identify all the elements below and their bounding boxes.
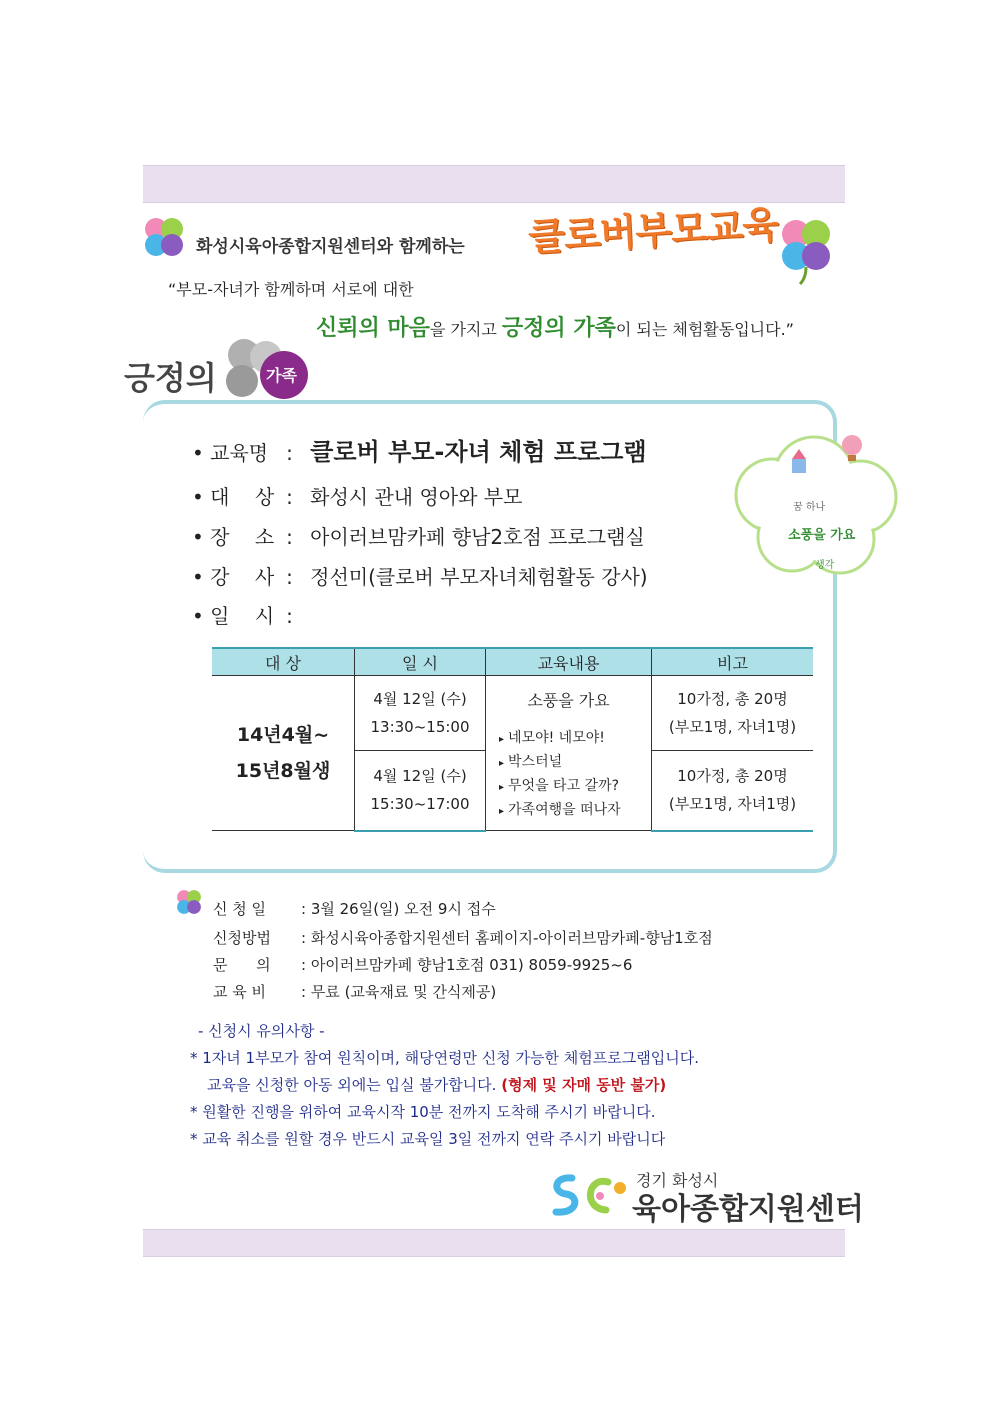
content-cell: 소풍을 가요 ▸ 네모야! 네모야! ▸ 박스터널 ▸ 무엇을 타고 갈까? ▸ 가족여행을 떠나자	[486, 676, 652, 831]
list-item: ▸ 박스터널	[499, 751, 650, 775]
target-cell: 14년4월~ 15년8월생	[212, 676, 355, 831]
table-row	[212, 676, 813, 751]
quote-end: 이 되는 체험활동입니다.”	[615, 320, 794, 339]
notes-warning: (형제 및 자매 동반 불가)	[501, 1076, 667, 1094]
session-2-cell: 4월 12일 (수) 15:30~17:00	[355, 751, 486, 831]
bullet-icon: •	[192, 604, 211, 628]
list-item: ▸ 네모야! 네모야!	[499, 727, 650, 751]
section-badge: 가족	[266, 366, 297, 385]
cloud-line-2: 소풍을 가요	[788, 528, 856, 543]
content-list	[487, 727, 650, 823]
section-title: 긍정의	[124, 359, 217, 397]
apply-date-row: 신 청 일 : 3월 26일(일) 오전 9시 접수	[213, 900, 496, 918]
cloud-line-1: 꿈 하나	[793, 502, 826, 513]
logo-small-text: 경기 화성시	[636, 1171, 719, 1190]
apply-contact-row: 문 의 : 아이러브맘카페 향남1호점 031) 8059-9925~6	[213, 956, 633, 974]
center-logo-icon	[548, 1168, 630, 1220]
notes-line-2: 교육을 신청한 아동 외에는 입실 불가합니다. (형제 및 자매 동반 불가)	[207, 1076, 667, 1094]
info-row-target: • 대 상 : 화성시 관내 영아와 부모	[192, 485, 523, 509]
quote-green-1: 신뢰의 마음	[316, 316, 430, 341]
list-item: ▸ 무엇을 타고 갈까?	[499, 775, 650, 799]
note-1-cell: 10가정, 총 20명 (부모1명, 자녀1명)	[652, 676, 814, 751]
header-date: 일 시	[355, 648, 486, 676]
table-header-row	[212, 648, 813, 676]
header-content: 교육내용	[486, 648, 652, 676]
clover-icon	[174, 887, 204, 917]
quote-mid: 을 가지고	[429, 320, 502, 339]
bullet-icon: •	[192, 485, 211, 509]
quote-green-2: 긍정의 가족	[501, 316, 616, 341]
notes-line-3: * 원활한 진행을 위하여 교육시작 10분 전까지 도착해 주시기 바랍니다.	[190, 1103, 656, 1121]
program-title: 클로버부모교육	[527, 202, 780, 260]
note-2-cell: 10가정, 총 20명 (부모1명, 자녀1명)	[652, 751, 814, 831]
notes-line-1: * 1자녀 1부모가 참여 원칙이며, 해당연령만 신청 가능한 체험프로그램입니다.	[190, 1049, 699, 1067]
apply-fee-row: 교 육 비 : 무료 (교육재료 및 간식제공)	[213, 983, 497, 1001]
bullet-icon: •	[192, 565, 211, 589]
cloud-line-3: 생각	[815, 560, 835, 571]
clover-icon	[140, 213, 188, 261]
info-row-instructor: • 강 사 : 정선미(클로버 부모자녀체험활동 강사)	[192, 565, 648, 589]
info-row-place: • 장 소 : 아이러브맘카페 향남2호점 프로그램실	[192, 525, 645, 549]
info-row-date: • 일 시 :	[192, 604, 293, 628]
bullet-icon: •	[192, 525, 211, 549]
list-item: ▸ 가족여행을 떠나자	[499, 799, 650, 823]
quote-line-2	[316, 311, 794, 342]
header-note: 비고	[652, 648, 814, 676]
header-target: 대 상	[212, 648, 355, 676]
clover-icon	[776, 212, 836, 286]
notes-line-4: * 교육 취소를 원할 경우 반드시 교육일 3일 전까지 연락 주시기 바랍니다	[190, 1130, 666, 1148]
logo-big-text: 육아종합지원센터	[632, 1192, 864, 1227]
notes-title: - 신청시 유의사항 -	[198, 1022, 325, 1040]
quote-line-1: “부모-자녀가 함께하며 서로에 대한	[168, 280, 414, 299]
intro-text: 화성시육아종합지원센터와 함께하는	[196, 237, 465, 257]
bullet-icon: •	[192, 441, 211, 465]
bottom-decor-bar	[143, 1229, 845, 1257]
session-1-cell: 4월 12일 (수) 13:30~15:00	[355, 676, 486, 751]
apply-method-row: 신청방법 : 화성시육아종합지원센터 홈페이지-아이러브맘카페-향남1호점	[213, 929, 713, 947]
schedule-table	[212, 647, 813, 832]
info-row-edu-name: • 교육명 : 클로버 부모-자녀 체험 프로그램	[192, 438, 647, 466]
